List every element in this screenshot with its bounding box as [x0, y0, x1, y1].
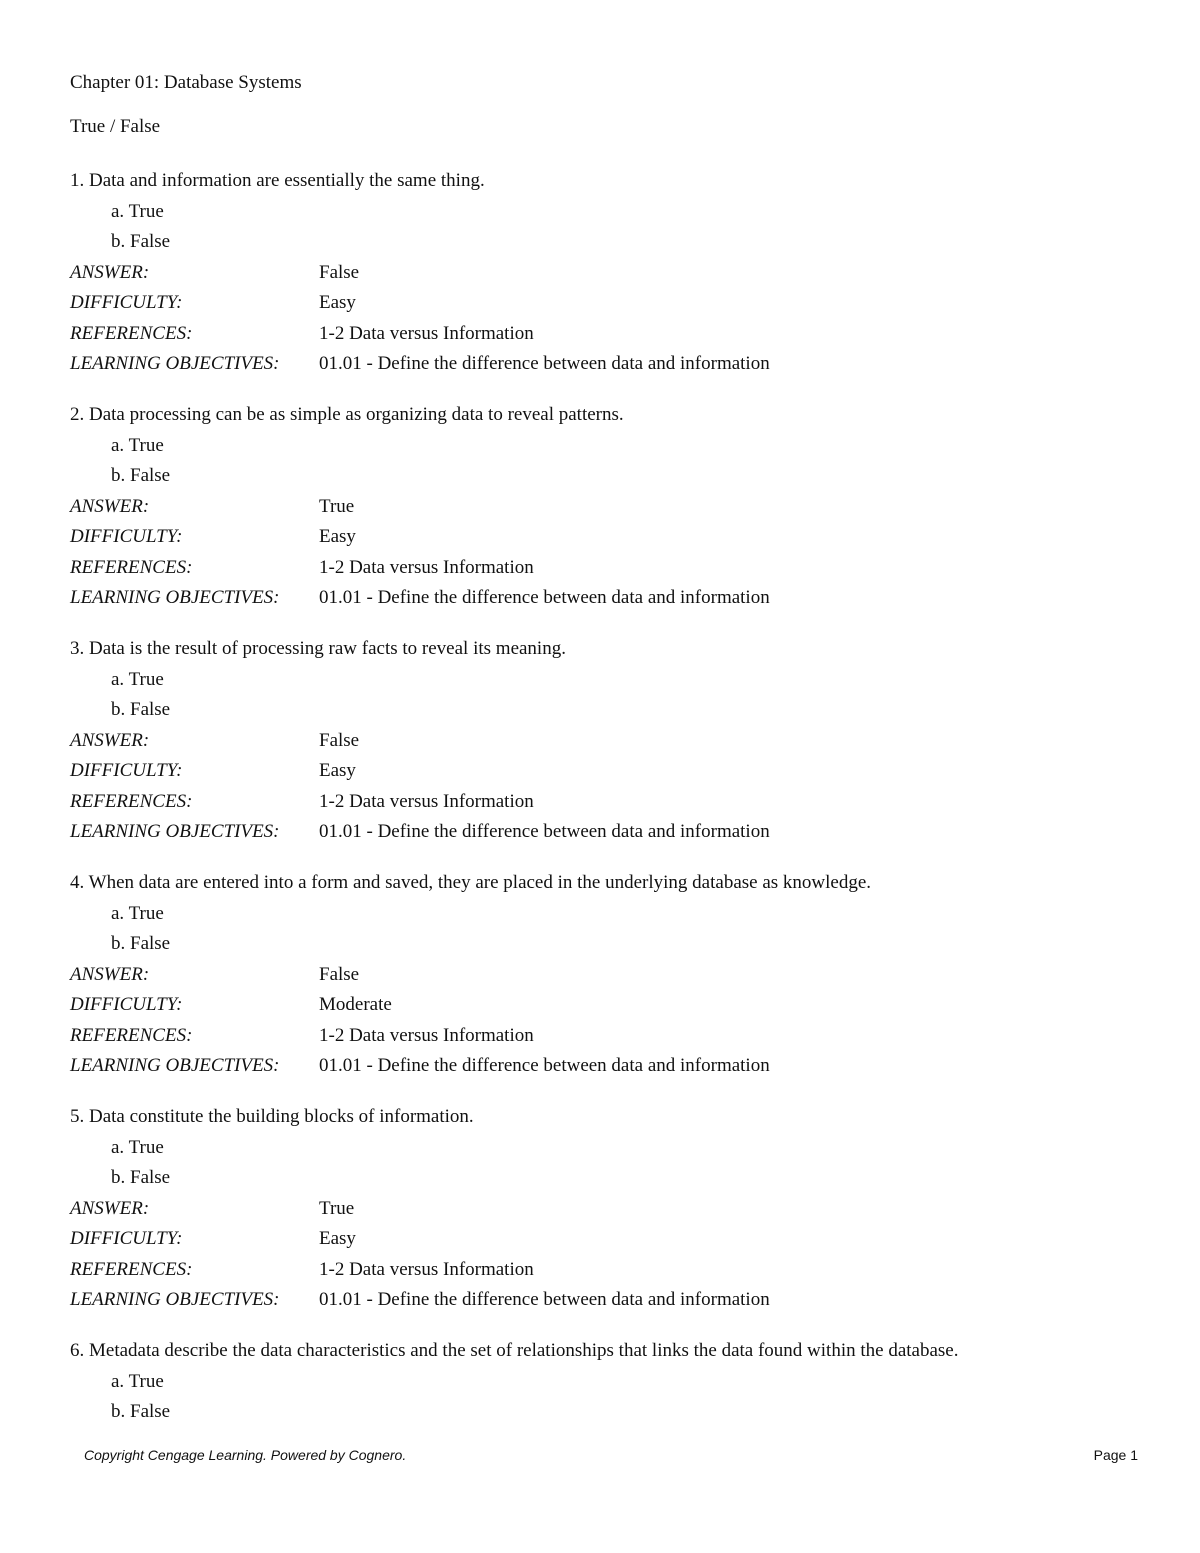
choice-false: b. False: [111, 1167, 171, 1188]
question-list: [70, 166, 1170, 1428]
choice-true: a. True: [111, 434, 164, 456]
section-title: True / False: [70, 116, 161, 137]
references-label: REFERENCES:: [70, 1024, 193, 1046]
difficulty-row: [70, 1224, 1170, 1255]
difficulty-value: Easy: [319, 292, 356, 313]
difficulty-label: DIFFICULTY:: [70, 526, 183, 547]
page-number: Page 1: [1093, 1447, 1138, 1463]
references-row: [70, 553, 1170, 584]
question-text: 4. When data are entered into a form and saved, they are placed in the underlying database as knowledge.: [70, 872, 872, 893]
references-row: [70, 319, 1170, 350]
references-label: REFERENCES:: [70, 556, 193, 578]
question-item: [70, 166, 1170, 400]
question-item: [70, 868, 1170, 1102]
difficulty-label: DIFFICULTY:: [70, 760, 183, 781]
references-value: 1-2 Data versus Information: [319, 1258, 534, 1280]
question-text: 3. Data is the result of processing raw facts to reveal its meaning.: [70, 638, 566, 659]
answer-label: ANSWER:: [70, 1197, 150, 1219]
references-row: [70, 787, 1170, 818]
answer-row: [70, 1194, 1170, 1225]
references-value: 1-2 Data versus Information: [319, 322, 534, 344]
difficulty-row: [70, 288, 1170, 319]
choice-true: a. True: [111, 1136, 164, 1158]
learning-objectives-label: LEARNING OBJECTIVES:: [70, 1055, 280, 1076]
chapter-title: Chapter 01: Database Systems: [70, 72, 302, 93]
learning-objectives-value: 01.01 - Define the difference between data and information: [319, 353, 770, 374]
difficulty-row: [70, 990, 1170, 1021]
answer-label: ANSWER:: [70, 729, 150, 751]
difficulty-label: DIFFICULTY:: [70, 994, 183, 1015]
choice-true: a. True: [111, 902, 164, 924]
references-label: REFERENCES:: [70, 790, 193, 812]
copyright-footer: Copyright Cengage Learning. Powered by Cognero.: [84, 1447, 407, 1463]
answer-value: False: [319, 261, 360, 283]
references-label: REFERENCES:: [70, 1258, 193, 1280]
choice-false: b. False: [111, 699, 171, 720]
choice-true: a. True: [111, 1370, 164, 1392]
difficulty-row: [70, 756, 1170, 787]
learning-objectives-value: 01.01 - Define the difference between data and information: [319, 1289, 770, 1310]
answer-row: [70, 492, 1170, 523]
answer-label: ANSWER:: [70, 261, 150, 283]
learning-objectives-label: LEARNING OBJECTIVES:: [70, 353, 280, 374]
difficulty-row: [70, 522, 1170, 553]
answer-label: ANSWER:: [70, 495, 150, 517]
answer-row: [70, 960, 1170, 991]
learning-objectives-value: 01.01 - Define the difference between data and information: [319, 821, 770, 842]
answer-value: True: [319, 1197, 355, 1219]
learning-objectives-label: LEARNING OBJECTIVES:: [70, 821, 280, 842]
choice-true: a. True: [111, 668, 164, 690]
difficulty-value: Easy: [319, 1228, 356, 1249]
choice-false: b. False: [111, 1401, 171, 1422]
learning-objectives-row: [70, 817, 1170, 848]
learning-objectives-value: 01.01 - Define the difference between data and information: [319, 587, 770, 608]
learning-objectives-row: [70, 1051, 1170, 1082]
difficulty-label: DIFFICULTY:: [70, 292, 183, 313]
difficulty-label: DIFFICULTY:: [70, 1228, 183, 1249]
question-text: 1. Data and information are essentially the same thing.: [70, 170, 485, 191]
difficulty-value: Moderate: [319, 994, 392, 1015]
references-value: 1-2 Data versus Information: [319, 790, 534, 812]
references-row: [70, 1255, 1170, 1286]
choice-false: b. False: [111, 231, 171, 252]
question-text: 5. Data constitute the building blocks of information.: [70, 1106, 474, 1127]
question-item: [70, 634, 1170, 868]
answer-value: False: [319, 963, 360, 985]
learning-objectives-row: [70, 583, 1170, 614]
difficulty-value: Easy: [319, 760, 356, 781]
references-value: 1-2 Data versus Information: [319, 556, 534, 578]
references-value: 1-2 Data versus Information: [319, 1024, 534, 1046]
question-item: [70, 1102, 1170, 1336]
choice-false: b. False: [111, 933, 171, 954]
answer-value: False: [319, 729, 360, 751]
references-row: [70, 1021, 1170, 1052]
difficulty-value: Easy: [319, 526, 356, 547]
learning-objectives-label: LEARNING OBJECTIVES:: [70, 1289, 280, 1310]
learning-objectives-row: [70, 349, 1170, 380]
question-text: 2. Data processing can be as simple as organizing data to reveal patterns.: [70, 404, 624, 425]
learning-objectives-label: LEARNING OBJECTIVES:: [70, 587, 280, 608]
answer-value: True: [319, 495, 355, 517]
question-item: [70, 1336, 1170, 1428]
answer-row: [70, 726, 1170, 757]
question-item: [70, 400, 1170, 634]
question-text: 6. Metadata describe the data characteristics and the set of relationships that links the data found within the database.: [70, 1340, 959, 1361]
answer-row: [70, 258, 1170, 289]
choice-true: a. True: [111, 200, 164, 222]
references-label: REFERENCES:: [70, 322, 193, 344]
learning-objectives-row: [70, 1285, 1170, 1316]
answer-label: ANSWER:: [70, 963, 150, 985]
learning-objectives-value: 01.01 - Define the difference between data and information: [319, 1055, 770, 1076]
choice-false: b. False: [111, 465, 171, 486]
